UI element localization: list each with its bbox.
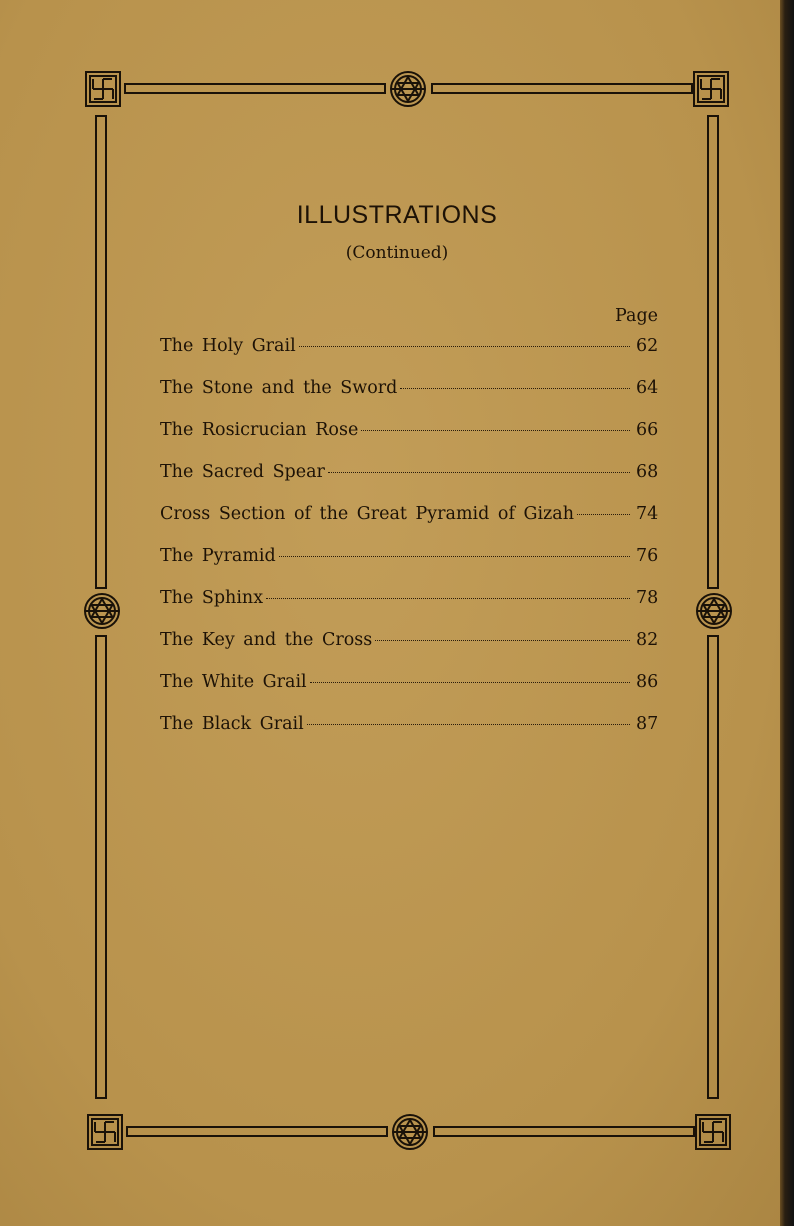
entry-page: 68 bbox=[636, 462, 659, 482]
entry-page: 82 bbox=[636, 630, 659, 650]
hexagram-icon bbox=[391, 72, 425, 106]
leader-dots bbox=[361, 430, 630, 431]
leader-dots bbox=[328, 472, 630, 473]
hexagram-icon bbox=[393, 1115, 427, 1149]
entry-title: The Holy Grail bbox=[160, 336, 296, 356]
entry-title: The Key and the Cross bbox=[160, 630, 373, 650]
entry-page: 78 bbox=[636, 588, 659, 608]
list-item bbox=[160, 714, 658, 740]
list-item bbox=[160, 462, 658, 488]
swastika-icon bbox=[694, 72, 728, 106]
leader-dots bbox=[266, 598, 630, 599]
list-item bbox=[160, 588, 658, 614]
hexagram-icon bbox=[85, 594, 119, 628]
hexagram-icon bbox=[697, 594, 731, 628]
swastika-icon bbox=[88, 1115, 122, 1149]
leader-dots bbox=[375, 640, 630, 641]
entry-page: 62 bbox=[636, 336, 659, 356]
leader-dots bbox=[400, 388, 630, 389]
entry-title: The Rosicrucian Rose bbox=[160, 420, 359, 440]
entry-page: 74 bbox=[636, 504, 659, 524]
leader-dots bbox=[577, 514, 630, 515]
entry-page: 64 bbox=[636, 378, 659, 398]
list-item bbox=[160, 672, 658, 698]
entry-title: The Sphinx bbox=[160, 588, 264, 608]
page-subtitle: (Continued) bbox=[345, 243, 449, 263]
list-item bbox=[160, 546, 658, 572]
entry-page: 86 bbox=[636, 672, 659, 692]
swastika-icon bbox=[696, 1115, 730, 1149]
entry-title: The Black Grail bbox=[160, 714, 304, 734]
leader-dots bbox=[299, 346, 630, 347]
page-title: ILLUSTRATIONS bbox=[296, 201, 498, 229]
leader-dots bbox=[279, 556, 630, 557]
page-column-label: Page bbox=[615, 306, 658, 326]
entry-page: 76 bbox=[636, 546, 659, 566]
list-item bbox=[160, 420, 658, 446]
entry-page: 66 bbox=[636, 420, 659, 440]
entry-title: The White Grail bbox=[160, 672, 307, 692]
entry-title: Cross Section of the Great Pyramid of Gizah bbox=[160, 504, 574, 524]
list-item bbox=[160, 630, 658, 656]
list-item bbox=[160, 336, 658, 362]
entry-title: The Stone and the Sword bbox=[160, 378, 398, 398]
entry-title: The Pyramid bbox=[160, 546, 276, 566]
entry-page: 87 bbox=[636, 714, 659, 734]
entry-title: The Sacred Spear bbox=[160, 462, 325, 482]
swastika-icon bbox=[86, 72, 120, 106]
leader-dots bbox=[310, 682, 630, 683]
leader-dots bbox=[307, 724, 630, 725]
list-item bbox=[160, 504, 658, 530]
list-item bbox=[160, 378, 658, 404]
